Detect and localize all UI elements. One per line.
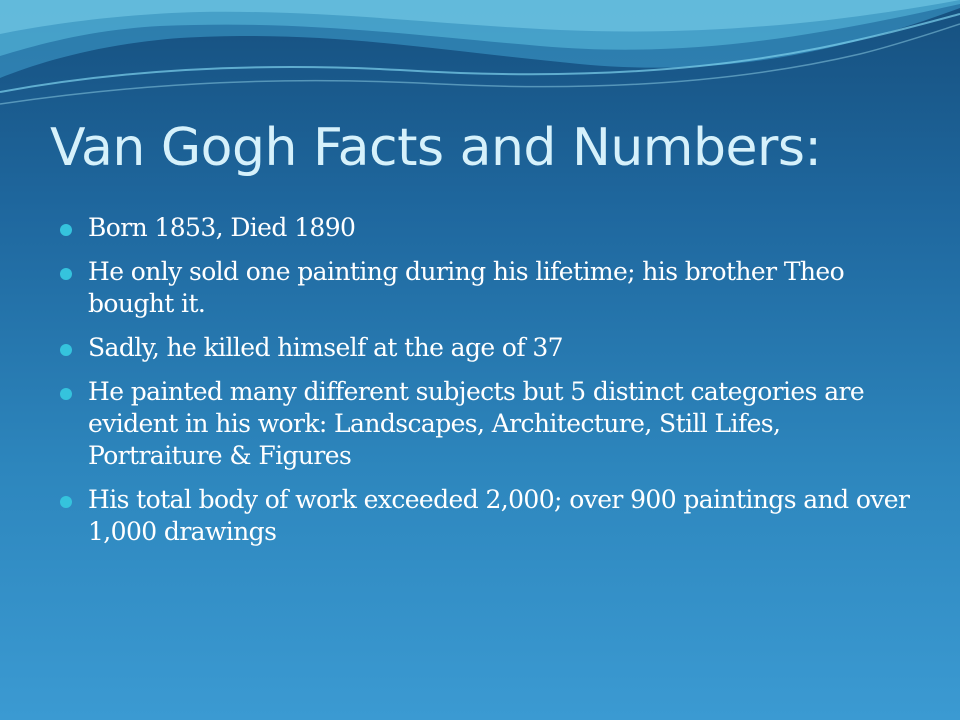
bullet-dot-icon bbox=[60, 268, 72, 280]
bullet-item bbox=[60, 484, 920, 548]
bullet-text: Sadly, he killed himself at the age of 37 bbox=[88, 333, 563, 362]
bullet-item bbox=[60, 332, 920, 364]
slide-title: Van Gogh Facts and Numbers: bbox=[50, 118, 822, 178]
bullet-item bbox=[60, 256, 920, 320]
bullet-text: He painted many different subjects but 5 distinct categories are evident in his work: Landscapes, Architecture, Still Lifes, Portraiture & Figures bbox=[88, 377, 865, 470]
decorative-wave-header bbox=[0, 0, 960, 130]
bullet-item bbox=[60, 376, 920, 472]
bullet-dot-icon bbox=[60, 344, 72, 356]
bullet-dot-icon bbox=[60, 496, 72, 508]
bullet-text: His total body of work exceeded 2,000; over 900 paintings and over 1,000 drawings bbox=[88, 485, 910, 546]
bullet-list bbox=[60, 212, 920, 560]
bullet-item bbox=[60, 212, 920, 244]
bullet-dot-icon bbox=[60, 388, 72, 400]
bullet-text: He only sold one painting during his lifetime; his brother Theo bought it. bbox=[88, 257, 845, 318]
bullet-text: Born 1853, Died 1890 bbox=[88, 213, 356, 242]
bullet-dot-icon bbox=[60, 224, 72, 236]
